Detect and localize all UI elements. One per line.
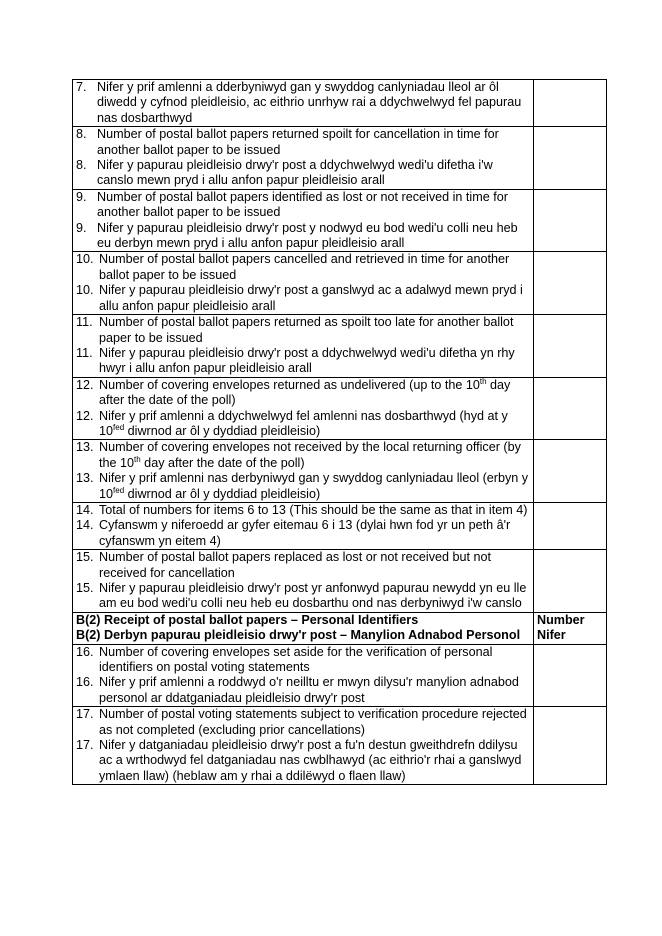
number-entry-cell[interactable] (534, 440, 607, 503)
item-text: Nifer y prif amlenni a ddychwelwyd fel amlenni nas dosbarthwyd (hyd at y $10^{fed}$ diwrnod ar ôl y dyddiad pleidleisio) (99, 408, 508, 438)
item-description (73, 189, 534, 252)
list-item (76, 471, 530, 502)
number-entry-cell[interactable] (534, 707, 607, 785)
item-description (73, 127, 534, 190)
item-text: Number of postal ballot papers cancelled and retrieved in time for another ballot paper to be issued (99, 252, 510, 282)
list-item (76, 190, 530, 221)
item-text: Number of postal ballot papers returned as spoilt too late for another ballot paper to be issued (99, 315, 514, 345)
item-description (73, 502, 534, 549)
number-entry-cell[interactable] (534, 550, 607, 613)
section-heading-cy: B(2) Derbyn papurau pleidleisio drwy'r post – Manylion Adnabod Personol (76, 628, 521, 643)
list-item (76, 707, 530, 738)
item-number: 7. (76, 80, 87, 94)
table-row (73, 252, 607, 315)
item-number: 10. (76, 252, 94, 267)
list-item (76, 283, 530, 314)
table-row (73, 550, 607, 613)
item-text: Nifer y papurau pleidleisio drwy'r post a ganslwyd ac a adalwyd mewn pryd i allu anfon papur pleidleisio arall (99, 283, 523, 313)
item-number: 13. (76, 440, 94, 455)
table-row (73, 707, 607, 785)
item-text: Number of postal ballot papers identified as lost or not received in time for another ballot paper to be issued (97, 189, 508, 220)
item-number: 16. (76, 644, 94, 659)
table-row (73, 377, 607, 440)
item-description (73, 550, 534, 613)
number-column-header (534, 612, 607, 644)
list-item (76, 221, 530, 252)
item-description (73, 80, 534, 127)
item-text: Number of covering envelopes set aside for the verification of personal identifiers on postal voting statements (99, 644, 493, 675)
ordinal-suffix: fed (113, 422, 125, 432)
table-row (73, 127, 607, 190)
list-item (76, 550, 530, 581)
number-entry-cell[interactable] (534, 315, 607, 378)
item-description (73, 315, 534, 378)
list-item (76, 675, 530, 706)
item-text: Nifer y papurau pleidleisio drwy'r post a ddychwelwyd wedi'u difetha i'w canslo mewn pryd i allu anfon papur pleidleisio arall (97, 158, 493, 188)
list-item (76, 645, 530, 676)
item-number: 17. (76, 707, 94, 722)
item-text: Number of postal voting statements subject to verification procedure rejected as not completed (excluding prior cancellations) (99, 707, 527, 737)
list-item (76, 738, 530, 784)
list-item (76, 158, 530, 189)
list-item (76, 252, 530, 283)
number-entry-cell[interactable] (534, 377, 607, 440)
table-row (73, 80, 607, 127)
list-item (76, 127, 530, 158)
list-item (76, 346, 530, 377)
item-description (73, 644, 534, 707)
section-heading (73, 612, 534, 644)
number-label-cy: Nifer (537, 628, 566, 643)
item-text: Number of postal ballot papers replaced as lost or not received but not received for cancellation (99, 550, 492, 580)
ballot-account-table (72, 79, 607, 785)
item-number: 16. (76, 675, 94, 690)
item-description (73, 252, 534, 315)
item-description (73, 707, 534, 785)
item-text: Nifer y prif amlenni nas derbyniwyd gan y swyddog canlyniadau lleol (erbyn y $10^{fed}$ diwrnod ar ôl y dyddiad pleidleisio) (99, 471, 529, 501)
table-row (73, 189, 607, 252)
list-item (76, 440, 530, 471)
item-text: Number of postal ballot papers returned spoilt for cancellation in time for another ballot paper to be issued (97, 127, 499, 157)
item-number: 11. (76, 315, 93, 330)
number-entry-cell[interactable] (534, 127, 607, 190)
list-item (76, 315, 530, 346)
item-text: Nifer y papurau pleidleisio drwy'r post a ddychwelwyd wedi'u difetha yn rhy hwyr i allu anfon papur pleidleisio arall (99, 345, 515, 376)
number-entry-cell[interactable] (534, 252, 607, 315)
number-entry-cell[interactable] (534, 189, 607, 252)
section-heading-en: B(2) Receipt of postal ballot papers – Personal Identifiers (76, 612, 419, 627)
table-row (73, 644, 607, 707)
item-number: 14. (76, 502, 94, 517)
list-item (76, 378, 530, 409)
item-text: Nifer y papurau pleidleisio drwy'r post yr anfonwyd papurau newydd yn eu lle am eu bod wedi'u colli neu heb eu dosbarthu ond nas derbyniwyd i'w canslo (99, 581, 527, 611)
list-item (76, 409, 530, 440)
list-item (76, 80, 530, 126)
section-header-row (73, 612, 607, 644)
ordinal-suffix: fed (113, 485, 125, 495)
item-number: 11. (76, 345, 93, 360)
item-number: 9. (76, 189, 87, 204)
item-number: 10. (76, 283, 94, 298)
item-number: 13. (76, 471, 94, 486)
item-text: Nifer y prif amlenni a dderbyniwyd gan y swyddog canlyniadau lleol ar ôl diwedd y cyfnod pleidleisio, ac eithrio unrhyw rai a ddychwelwyd fel papurau nas dosbarthwyd (97, 80, 522, 125)
number-entry-cell[interactable] (534, 644, 607, 707)
item-text: Nifer y prif amlenni a roddwyd o'r neilltu er mwyn dilysu'r manylion adnabod personol ar ddatganiadau pleidleisio drwy'r post (99, 675, 519, 705)
item-number: 15. (76, 581, 94, 595)
list-item (76, 518, 530, 549)
item-number: 15. (76, 550, 94, 565)
number-label-en: Number (537, 612, 585, 627)
ordinal-suffix: th (134, 454, 141, 464)
list-item (76, 581, 530, 612)
item-number: 9. (76, 220, 87, 235)
item-number: 12. (76, 377, 94, 392)
list-item (76, 503, 530, 518)
item-text: Nifer y datganiadau pleidleisio drwy'r post a fu'n destun gweithdrefn ddilysu ac a wrthodwyd fel datganiadau nas cwblhawyd (ac eithrio'r rhai a ganslwyd ymlaen llaw) (heblaw am y rhai a ddilëwyd o flaen llaw) (99, 738, 522, 783)
table-row (73, 315, 607, 378)
number-entry-cell[interactable] (534, 80, 607, 127)
ordinal-suffix: th (479, 376, 487, 386)
item-text: Number of covering envelopes not received by the local returning officer (by the 10th day after the date of the poll) (99, 440, 521, 470)
item-number: 17. (76, 738, 94, 753)
item-description (73, 440, 534, 503)
item-number: 14. (76, 518, 94, 533)
item-number: 8. (76, 127, 87, 142)
number-entry-cell[interactable] (534, 502, 607, 549)
item-text: Nifer y papurau pleidleisio drwy'r post y nodwyd eu bod wedi'u colli neu heb eu derbyn mewn pryd i allu anfon papur pleidleisio arall (97, 220, 518, 251)
item-number: 8. (76, 158, 87, 173)
table-row (73, 440, 607, 503)
item-number: 12. (76, 408, 94, 423)
item-text: Total of numbers for items 6 to 13 (This should be the same as that in item 4) (99, 502, 528, 517)
item-description (73, 377, 534, 440)
table-row (73, 502, 607, 549)
item-text: Cyfanswm y niferoedd ar gyfer eitemau 6 i 13 (dylai hwn fod yr un peth â'r cyfanswm yn eitem 4) (99, 518, 511, 548)
item-text: Number of covering envelopes returned as undelivered (up to the 10th day after the date of the poll) (99, 376, 511, 408)
